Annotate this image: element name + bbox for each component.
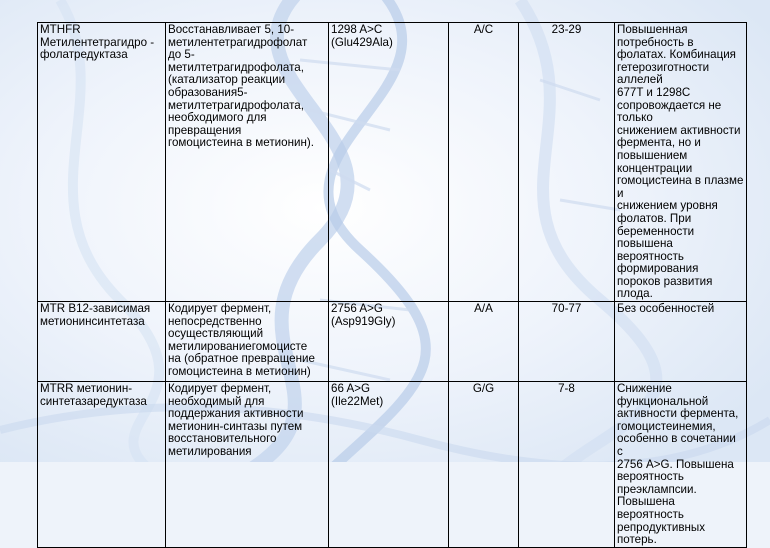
frequency-cell: 70-77 [519,302,615,382]
polymorphism-cell: 2756 A>G (Asp919Gly) [329,302,449,382]
genotype-cell: G/G [449,382,519,548]
table-row [38,23,747,302]
gene-cell: MTRR метионин- синтетазаредуктаза [38,382,166,548]
frequency-cell: 23-29 [519,23,615,302]
comment-cell: Повышенная потребность в фолатах. Комбинация гетерозиготности аллелей 677T и 1298C сопровождается не только снижением активности фермента, но и повышением концентрации гомоцистеина в плазме и снижением уровня фолатов. При беременности повышена вероятность формирования пороков развития плода. [615,23,747,302]
comment-cell: Снижение функциональной активности фермента, гомоцистеинемия, особенно в сочетании с 2756 A>G. Повышена вероятность преэклампсии. Повышена вероятность репродуктивных потерь. [615,382,747,548]
polymorphism-cell: 1298 A>C (Glu429Ala) [329,23,449,302]
function-cell: Кодирует фермент, необходимый для поддержания активности метионин-синтазы путем восстановительного метилирования [166,382,329,548]
function-cell: Кодирует фермент, непосредственно осуществляющий метилированиегомоцисте на (обратное превращение гомоцистеина в метионин) [166,302,329,382]
comment-cell: Без особенностей [615,302,747,382]
table-row [38,302,747,382]
table-row [38,382,747,548]
genotype-cell: A/A [449,302,519,382]
gene-polymorphism-table [37,22,747,548]
polymorphism-cell: 66 A>G (Ile22Met) [329,382,449,548]
frequency-cell: 7-8 [519,382,615,548]
function-cell: Восстанавливает 5, 10- метилентетрагидрофолат до 5- метилтетрагидрофолата, (катализатор реакции образования5- метилтетрагидрофолата, необходимого для превращения гомоцистеина в метионин). [166,23,329,302]
genotype-cell: A/C [449,23,519,302]
gene-cell: MTHFR Метилентетрагидро - фолатредуктаза [38,23,166,302]
gene-cell: MTR B12-зависимая метионинсинтетаза [38,302,166,382]
